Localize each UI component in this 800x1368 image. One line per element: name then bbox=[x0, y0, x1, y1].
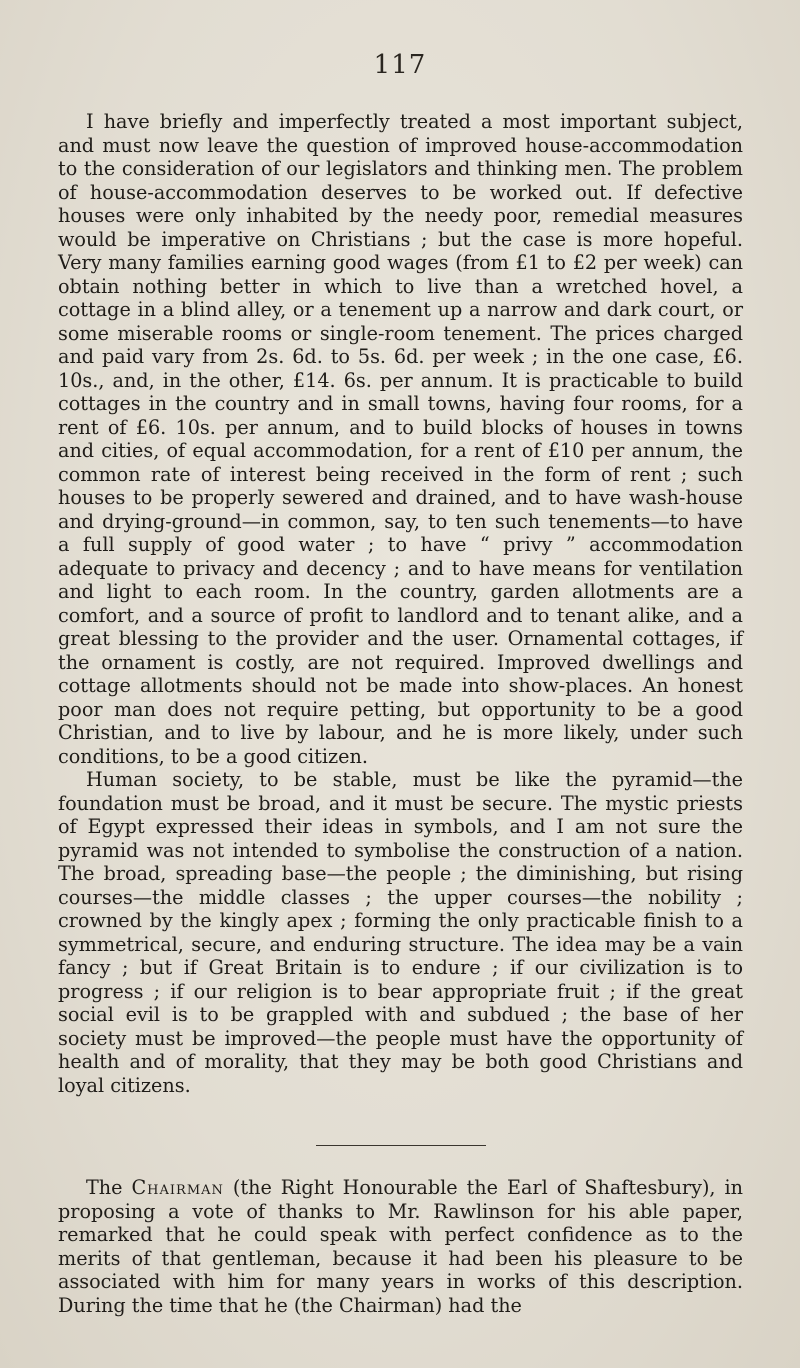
paragraph-house-accommodation: I have briefly and imperfectly treated a most important subject, and must now leave the question of improved house-accommodation to the consideration of our legislators and thinking men. The problem of house-accommodation deserves to be worked out. If defective houses were only inhabited by the needy poor, remedial measures would be imperative on Christians ; but the case is more hopeful. Very many families earning good wages (from £1 to £2 per week) can obtain nothing better in which to live than a wretched hovel, a cottage in a blind alley, or a tenement up a narrow and dark court, or some miserable rooms or single-room tenement. The prices charged and paid vary from 2s. 6d. to 5s. 6d. per week ; in the one case, £6. 10s., and, in the other, £14. 6s. per annum. It is practicable to build cottages in the country and in small towns, having four rooms, for a rent of £6. 10s. per annum, and to build blocks of houses in towns and cities, of equal accommodation, for a rent of £10 per annum, the common rate of interest being received in the form of rent ; such houses to be properly sewered and drained, and to have wash-house and drying-ground—in common, say, to ten such tenements—to have a full supply of good water ; to have “ privy ” accommodation adequate to privacy and decency ; and to have means for ventilation and light to each room. In the country, garden allotments are a comfort, and a source of profit to landlord and to tenant alike, and a great blessing to the provider and the user. Ornamental cottages, if the ornament is costly, are not required. Improved dwellings and cottage allotments should not be made into show-places. An honest poor man does not require petting, but opportunity to be a good Christian, and to live by labour, and he is more likely, under such conditions, to be a good citizen. bbox=[58, 110, 743, 768]
page-number: 117 bbox=[373, 50, 427, 80]
paragraph-chairman bbox=[58, 1176, 743, 1317]
chairman-smallcaps: Chairman bbox=[131, 1176, 224, 1199]
chairman-lead: The bbox=[86, 1176, 123, 1199]
section-divider bbox=[316, 1145, 486, 1146]
chairman-rest: (the Right Honourable the Earl of Shaftesbury), in proposing a vote of thanks to Mr. Rawlinson for his able paper, remarked that he could speak with perfect confidence as to the merits of that gentleman, because it had been his pleasure to be associated with him for many years in works of this description. During the time that he (the Chairman) had the bbox=[58, 1176, 743, 1317]
paragraph-pyramid: Human society, to be stable, must be like the pyramid—the foundation must be broad, and it must be secure. The mystic priests of Egypt expressed their ideas in symbols, and I am not sure the pyramid was not intended to symbolise the construction of a nation. The broad, spreading base—the people ; the diminishing, but rising courses—the middle classes ; the upper courses—the nobility ; crowned by the kingly apex ; forming the only practicable finish to a symmetrical, secure, and enduring structure. The idea may be a vain fancy ; but if Great Britain is to endure ; if our civilization is to progress ; if our religion is to bear appropriate fruit ; if the great social evil is to be grappled with and subdued ; the base of her society must be improved—the people must have the opportunity of health and of morality, that they may be both good Christians and loyal citizens. bbox=[58, 768, 743, 1097]
body-text bbox=[58, 110, 743, 1317]
